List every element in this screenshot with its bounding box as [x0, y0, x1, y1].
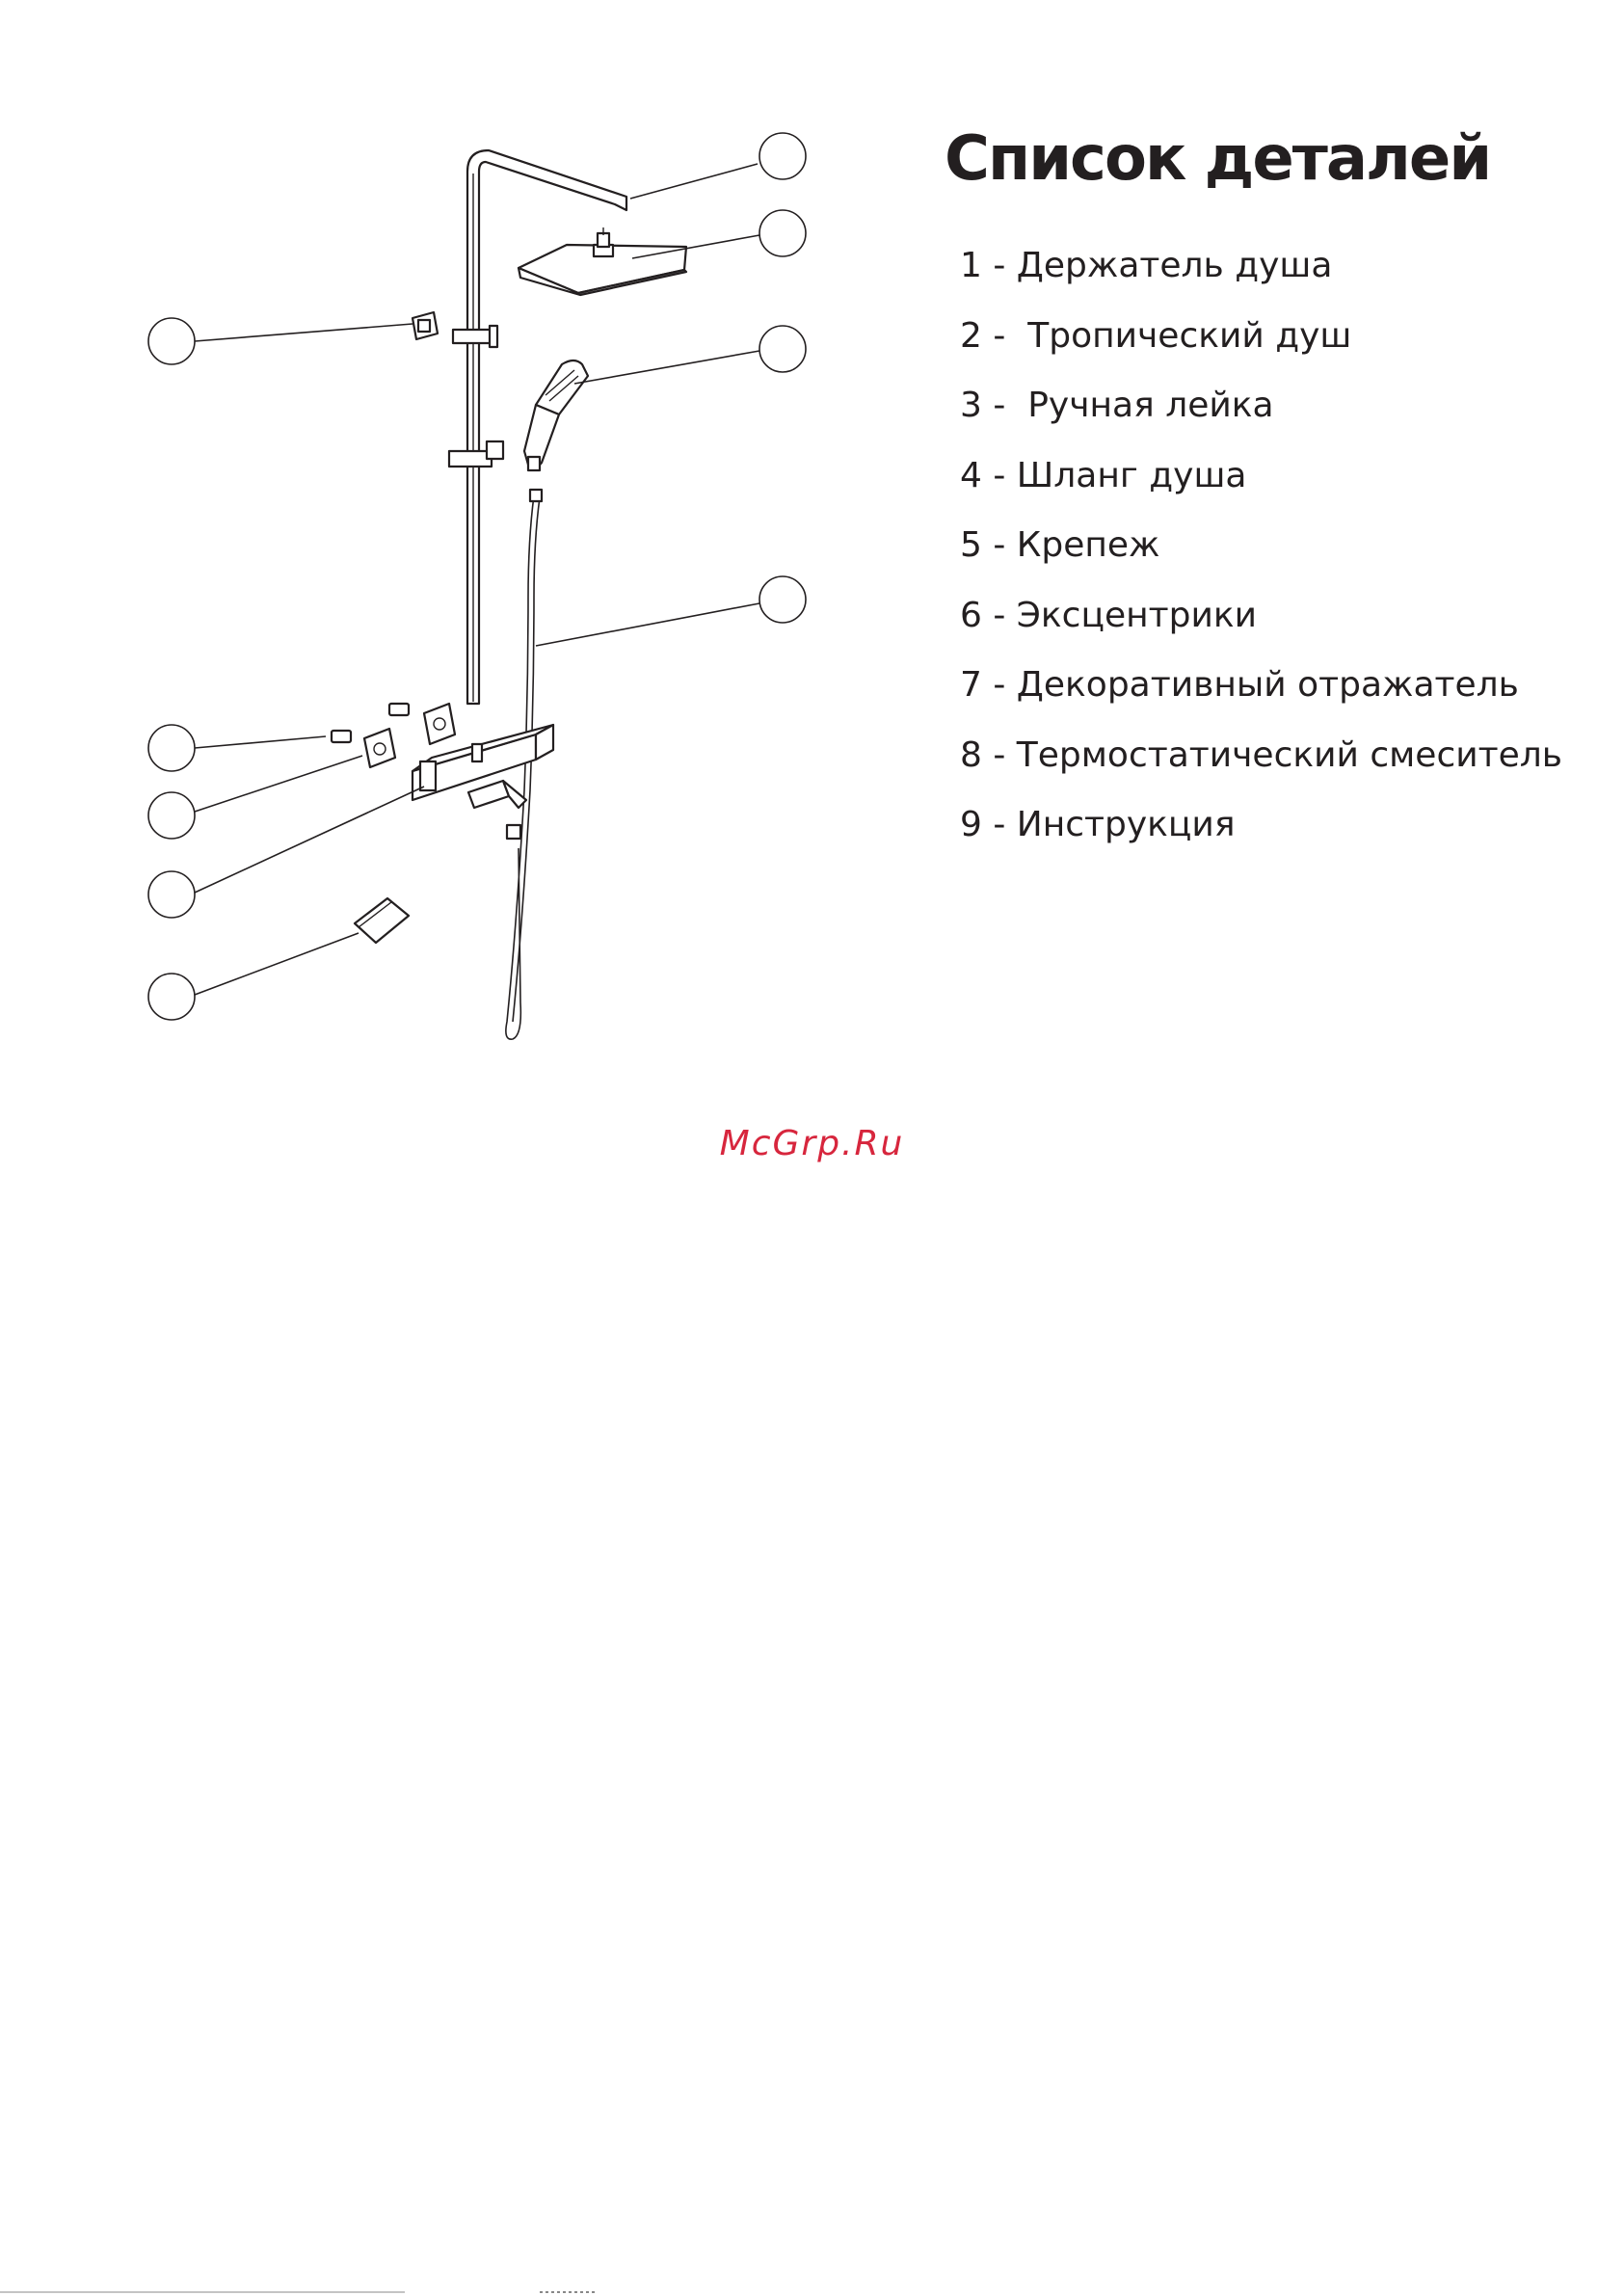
callout-circle — [759, 210, 806, 256]
callout-circle — [148, 318, 195, 364]
list-item: 3 - Ручная лейка — [960, 386, 1274, 425]
callout-circle — [759, 576, 806, 623]
parts-list — [960, 239, 1562, 868]
watermark: McGrp.Ru — [719, 1124, 905, 1163]
list-item: 7 - Декоративный отражатель — [960, 665, 1519, 705]
leader-line — [195, 756, 362, 812]
leader-line — [195, 787, 424, 893]
hand-shower-icon — [524, 360, 588, 470]
callout-circle — [148, 792, 195, 839]
instruction-manual-icon — [355, 898, 409, 943]
callout-circle — [759, 133, 806, 179]
list-item: 8 - Термостатический смеситель — [960, 734, 1562, 775]
list-item: 2 - Тропический душ — [960, 315, 1352, 356]
leader-line — [630, 164, 758, 199]
callout-circle — [759, 326, 806, 372]
list-item: 4 - Шланг душа — [960, 455, 1247, 495]
list-item: 5 - Крепеж — [960, 525, 1160, 565]
leader-line — [195, 933, 359, 995]
leader-line — [536, 603, 759, 646]
callout-circle — [148, 871, 195, 918]
leader-line — [195, 736, 326, 748]
callout-circle — [148, 725, 195, 771]
leader-line — [574, 351, 759, 384]
rain-shower-head-icon — [519, 227, 686, 295]
list-item: 9 - Инструкция — [960, 805, 1236, 844]
callout-circle — [148, 974, 195, 1020]
footer-decoration — [0, 2284, 1624, 2296]
list-item: 1 - Держатель душа — [960, 246, 1333, 285]
leader-line — [195, 324, 413, 341]
page-title: Список деталей — [945, 123, 1491, 195]
mounting-bracket-icon — [413, 312, 438, 339]
list-item: 6 - Эксцентрики — [960, 595, 1258, 635]
